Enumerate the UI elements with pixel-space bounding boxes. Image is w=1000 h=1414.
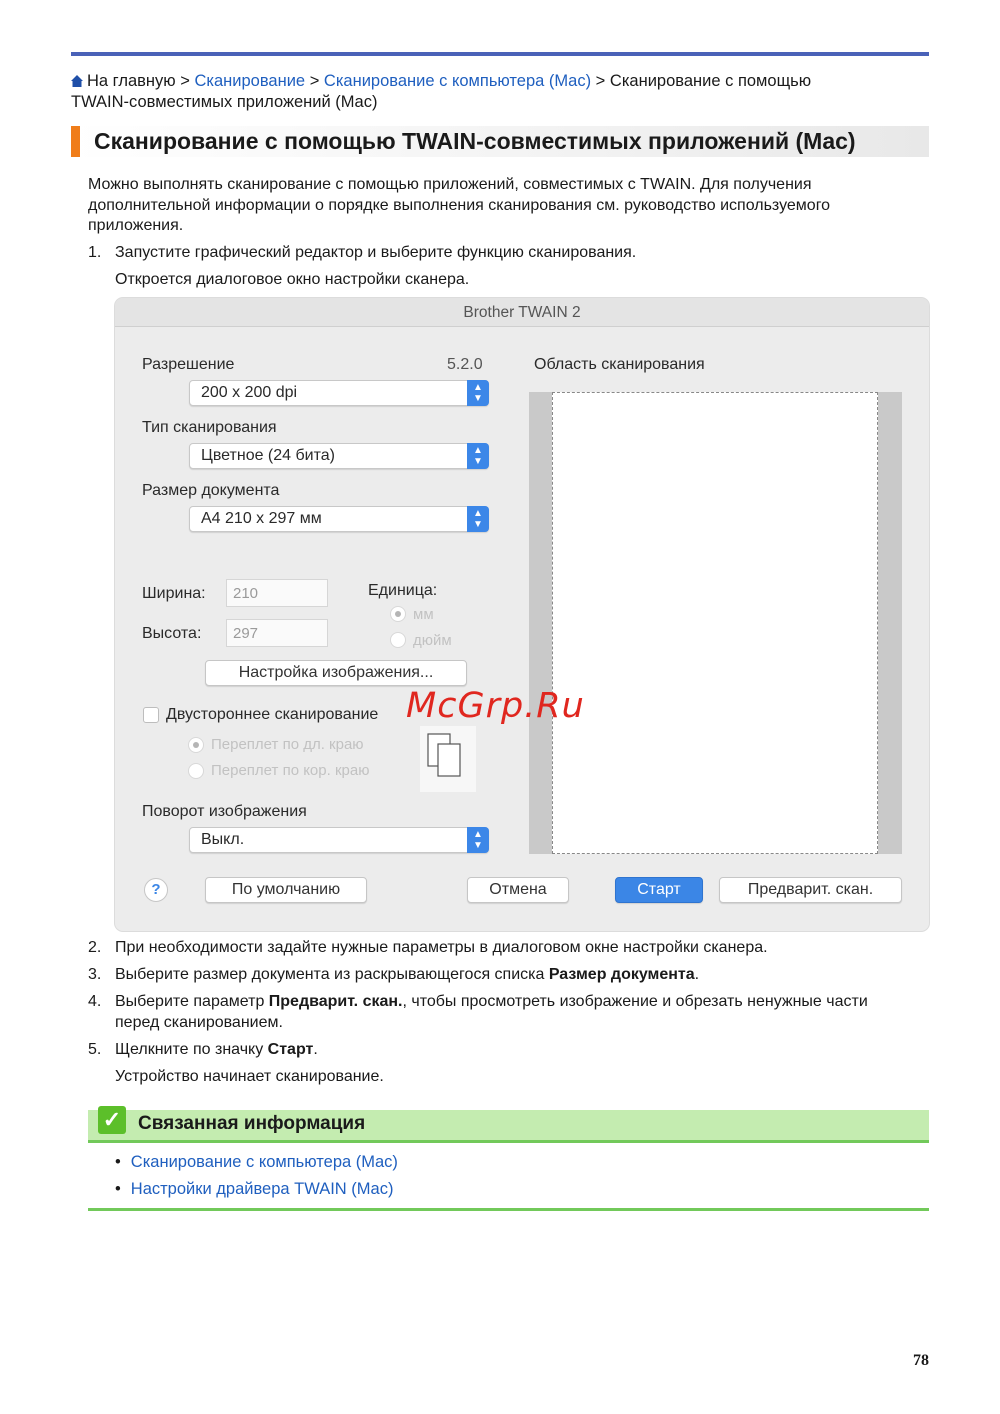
intro-line: Можно выполнять сканирование с помощью приложений, совместимых с TWAIN. Для получения	[88, 176, 812, 193]
step-1-result	[88, 270, 918, 292]
width-field[interactable]	[226, 579, 328, 607]
binding-short-label: Переплет по кор. краю	[211, 762, 370, 779]
scan-area-preview[interactable]	[552, 392, 878, 854]
cancel-button[interactable]: Отмена	[467, 877, 569, 903]
step-text: Запустите графический редактор и выберите функцию сканирования.	[115, 244, 637, 261]
step-2	[88, 938, 918, 960]
scan-type-select[interactable]	[189, 443, 489, 469]
resolution-select[interactable]	[189, 380, 489, 406]
related-link-twain-settings[interactable]: Настройки драйвера TWAIN (Mac)	[130, 1180, 394, 1198]
rotation-label: Поворот изображения	[142, 803, 307, 820]
step-number: 4.	[88, 993, 102, 1010]
unit-mm-radio[interactable]	[390, 606, 406, 622]
related-link-scan-from-computer[interactable]: Сканирование с компьютера (Mac)	[130, 1153, 398, 1171]
breadcrumb-separator: >	[309, 72, 320, 90]
step-bold-term: Предварит. скан.	[268, 993, 403, 1010]
default-button[interactable]: По умолчанию	[205, 877, 367, 903]
checkmark-icon: ✓	[98, 1106, 126, 1134]
resolution-value: 200 x 200 dpi	[201, 384, 298, 401]
binding-long-label: Переплет по дл. краю	[211, 736, 364, 753]
page-title: Сканирование с помощью TWAIN-совместимых приложений (Mac)	[94, 128, 856, 154]
height-label: Высота:	[142, 625, 202, 642]
binding-short-radio[interactable]	[188, 763, 204, 779]
intro-line: дополнительной информации о порядке выполнения сканирования см. руководство используемого	[88, 196, 831, 214]
chevron-updown-icon: ▲ ▼	[467, 443, 489, 469]
related-list-item: • Настройки драйвера TWAIN (Mac)	[115, 1180, 394, 1198]
height-field[interactable]	[226, 619, 328, 647]
help-icon[interactable]: ?	[144, 878, 168, 902]
scan-type-value: Цветное (24 бита)	[201, 447, 335, 464]
document-size-value: A4 210 x 297 мм	[201, 510, 322, 527]
unit-mm-label: мм	[413, 606, 434, 623]
related-list-item: • Сканирование с компьютера (Mac)	[115, 1153, 398, 1171]
step-5	[88, 1040, 918, 1062]
step-text-part: , чтобы просмотреть изображение и обрезать ненужные части	[402, 993, 868, 1010]
step-subtext: Откроется диалоговое окно настройки сканера.	[115, 271, 470, 288]
unit-inch-radio[interactable]	[390, 632, 406, 648]
breadcrumb-current: Сканирование с помощью	[609, 72, 812, 90]
intro-line: приложения.	[88, 217, 184, 234]
scan-type-label: Тип сканирования	[142, 419, 277, 436]
binding-long-radio[interactable]	[188, 737, 204, 753]
unit-inch-label: дюйм	[413, 632, 452, 649]
step-text	[115, 965, 915, 986]
step-text-part: .	[313, 1041, 318, 1058]
step-text	[115, 992, 915, 1033]
chevron-updown-icon: ▲ ▼	[467, 506, 489, 532]
step-1	[88, 243, 918, 265]
step-number: 3.	[88, 966, 102, 983]
step-text-part: перед сканированием.	[115, 1013, 283, 1031]
breadcrumb-home[interactable]: На главную	[87, 72, 176, 90]
width-value: 210	[233, 585, 259, 602]
step-3	[88, 965, 918, 987]
step-number: 1.	[88, 244, 102, 261]
watermark: McGrp.Ru	[406, 686, 585, 726]
step-text: При необходимости задайте нужные параметры в диалоговом окне настройки сканера.	[115, 939, 768, 956]
twain-dialog	[115, 298, 929, 931]
start-button[interactable]: Старт	[615, 877, 703, 903]
step-bold-term: Старт	[267, 1041, 314, 1058]
rotation-select[interactable]	[189, 827, 489, 853]
rotation-value: Выкл.	[201, 831, 245, 848]
title-accent	[71, 126, 80, 157]
document-size-label: Размер документа	[142, 482, 280, 499]
chevron-updown-icon: ▲ ▼	[467, 827, 489, 853]
unit-label: Единица:	[368, 582, 438, 599]
step-text-part: Выберите параметр	[115, 993, 269, 1010]
duplex-preview-icon	[420, 726, 476, 792]
breadcrumb-link-scanning[interactable]: Сканирование	[194, 72, 306, 90]
chevron-updown-icon: ▲ ▼	[467, 380, 489, 406]
breadcrumb-separator: >	[180, 72, 190, 90]
breadcrumb-separator: >	[595, 72, 606, 90]
scan-area-label: Область сканирования	[534, 356, 705, 373]
related-info-title: Связанная информация	[138, 1113, 366, 1134]
duplex-label: Двустороннее сканирование	[166, 706, 379, 723]
step-bold-term: Размер документа	[548, 966, 695, 983]
step-text	[115, 1040, 915, 1061]
preview-scan-button[interactable]: Предварит. скан.	[719, 877, 902, 903]
step-text-part: .	[694, 966, 700, 983]
step-text-part: Щелкните по значку	[115, 1041, 268, 1058]
image-settings-button[interactable]: Настройка изображения...	[205, 660, 467, 686]
dialog-title: Brother TWAIN 2	[115, 298, 929, 327]
breadcrumb-current-cont: TWAIN-совместимых приложений (Mac)	[71, 93, 378, 111]
duplex-checkbox[interactable]	[143, 707, 159, 723]
breadcrumb-link-scan-from-computer[interactable]: Сканирование с компьютера (Mac)	[323, 72, 592, 90]
height-value: 297	[233, 625, 259, 642]
step-5-result	[88, 1067, 918, 1089]
step-4	[88, 992, 918, 1034]
intro-text	[88, 175, 918, 237]
breadcrumb	[71, 71, 929, 113]
step-subtext: Устройство начинает сканирование.	[115, 1068, 384, 1085]
step-number: 2.	[88, 939, 102, 956]
document-size-select[interactable]	[189, 506, 489, 532]
version-label: 5.2.0	[447, 356, 483, 373]
page-number: 78	[913, 1352, 929, 1369]
related-bottom-rule	[88, 1208, 929, 1211]
width-label: Ширина:	[142, 585, 206, 602]
step-number: 5.	[88, 1041, 102, 1058]
resolution-label: Разрешение	[142, 356, 235, 373]
step-text-part: Выберите размер документа из раскрывающегося списка	[115, 966, 549, 983]
top-rule	[71, 52, 929, 56]
home-icon[interactable]	[71, 75, 83, 87]
